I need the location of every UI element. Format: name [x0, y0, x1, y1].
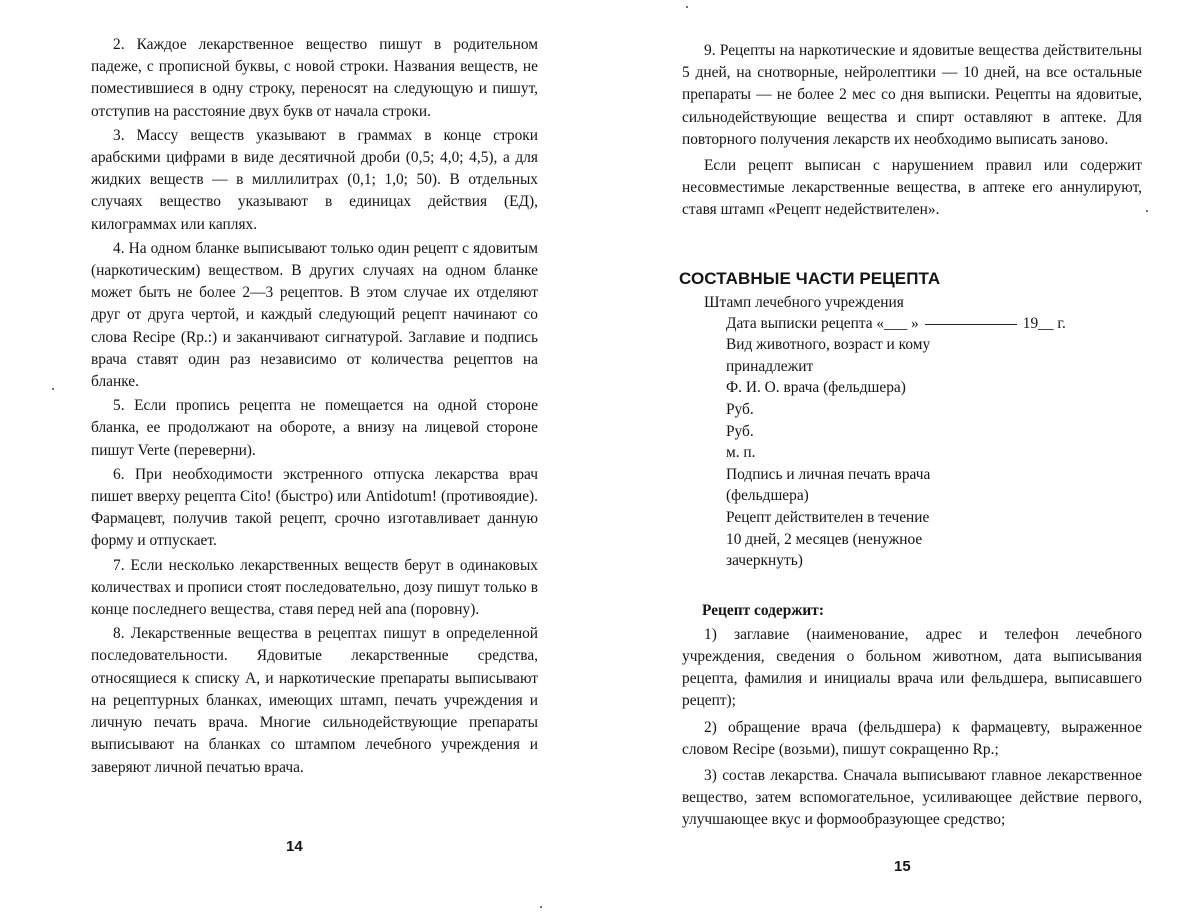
- paragraph: 1) заглавие (наименование, адрес и телефон лечебного учреждения, сведения о больном животном, дата выписывания рецепта, фамилия и инициалы врача или фельдшера, выписавшего рецепт);: [682, 625, 1142, 710]
- paragraph: 2. Каждое лекарственное вещество пишут в родительном падеже, с прописной буквы, с новой строки. Названия веществ, не поместившиеся в одну строку, переносят на следующую и пишут, отступив на расстояние двух букв от начала строки.: [91, 36, 538, 120]
- paragraph: 6. При необходимости экстренного отпуска лекарства врач пишет вверху рецепта Cito! (быстро) или Antidotum! (противоядие). Фармацевт, получив такой рецепт, срочно изготавливает данную форму и отпускает.: [91, 465, 538, 550]
- section-title: СОСТАВНЫЕ ЧАСТИ РЕЦЕПТА: [679, 268, 941, 288]
- paragraph: 3) состав лекарства. Сначала выписывают главное лекарственное вещество, затем вспомогательное, усиливающее действие первого, улучшающее вкус и формообразующее средство;: [682, 766, 1142, 829]
- form-line: Вид животного, возраст и кому: [726, 336, 931, 354]
- left-text-column: [91, 34, 538, 779]
- form-line: Ф. И. О. врача (фельдшера): [726, 379, 906, 397]
- page-number: 14: [286, 838, 303, 855]
- scan-speck: [52, 388, 54, 390]
- form-line: Руб.: [726, 422, 754, 440]
- form-line: Рецепт действителен в течение: [726, 508, 930, 526]
- form-line: (фельдшера): [726, 487, 809, 505]
- date-year: 19__ г.: [1022, 314, 1066, 332]
- prescription-form-template: [726, 313, 1142, 572]
- right-text-column: [679, 40, 1142, 832]
- paragraph: 3. Массу веществ указывают в граммах в конце строки арабскими цифрами в виде десятичной дроби (0,5; 4,0; 4,5), а для жидких веществ — в миллилитрах (0,1; 1,0; 50). В отдельных случаях вещество указывают в единицах действия (ЕД), килограммах или каплях.: [91, 126, 538, 233]
- form-header: Штамп лечебного учреждения: [704, 293, 904, 311]
- form-line: м. п.: [726, 444, 756, 462]
- paragraph: Если рецепт выписан с нарушением правил или содержит несовместимые лекарственные вещества, в аптеке его аннулируют, ставя штамп «Рецепт недействителен».: [682, 157, 1142, 219]
- form-line: принадлежит: [726, 357, 814, 375]
- page-number: 15: [894, 858, 911, 875]
- contents-heading: Рецепт содержит:: [702, 601, 824, 619]
- form-line: 10 дней, 2 месяцев (ненужное: [726, 530, 923, 548]
- scan-speck: [686, 6, 688, 8]
- paragraph: 8. Лекарственные вещества в рецептах пишут в определенной последовательности. Ядовитые лекарственные средства, относящиеся к списку А, и наркотические препараты выписывают на рецептурных бланках, имеющих штамп, печать учреждения и личную печать врача. Многие сильнодействующие препараты выписывают на бланках со штампом лечебного учреждения и заверяют личной печатью врача.: [91, 625, 538, 776]
- form-line: Руб.: [726, 401, 754, 418]
- paragraph: 9. Рецепты на наркотические и ядовитые вещества действительны 5 дней, на снотворные, нейролептики — 10 дней, на все остальные препараты — не более 2 мес со дня выписки. Рецепты на ядовитые, сильнодействующие вещества и спирт оставляют в аптеке. Для повторного получения лекарств их необходимо выписать заново.: [682, 42, 1142, 148]
- form-line: Подпись и личная печать врача: [726, 465, 931, 483]
- blank-fill-line: [925, 323, 1017, 325]
- paragraph: 2) обращение врача (фельдшера) к фармацевту, выраженное словом Recipe (возьми), пишут сокращенно Rp.;: [682, 718, 1142, 758]
- paragraph: 4. На одном бланке выписывают только один рецепт с ядовитым (наркотическим) веществом. В других случаях на одном бланке может быть не более 2—3 рецептов. В этом случае их отделяют друг от друга чертой, и каждый следующий рецепт начинают со слова Recipe (Rp.:) и заканчивают сигнатурой. Заглавие и подпись врача ставят один раз независимо от количества рецептов на бланке.: [91, 239, 538, 391]
- right-page: [600, 0, 1200, 916]
- date-label: Дата выписки рецепта «___ »: [726, 314, 919, 332]
- form-line: зачеркнуть): [726, 552, 803, 570]
- scan-speck: [540, 906, 542, 908]
- paragraph: 7. Если несколько лекарственных веществ берут в одинаковых количествах и прописи стоят последовательно, дозу пишут только в конце последнего вещества, ставя перед ней ana (поровну).: [91, 556, 538, 619]
- paragraph: 5. Если пропись рецепта не помещается на одной стороне бланка, ее продолжают на обороте, а внизу на лицевой стороне пишут Verte (переверни).: [91, 397, 538, 459]
- scan-speck: [1146, 210, 1148, 212]
- date-line: [726, 313, 1142, 335]
